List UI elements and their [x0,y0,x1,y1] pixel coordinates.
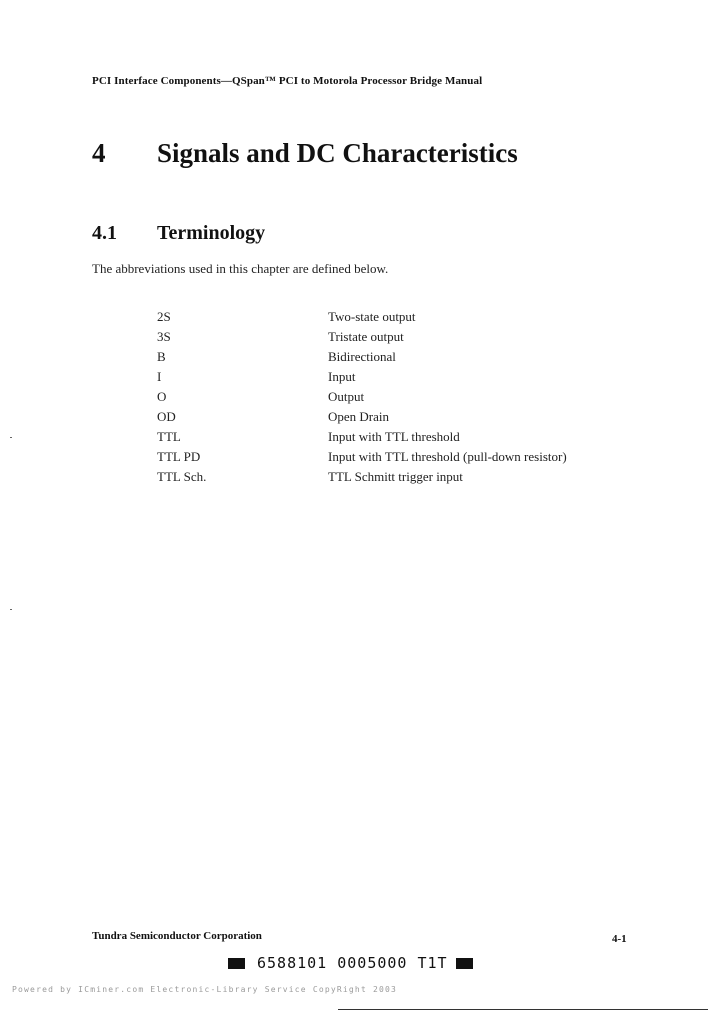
term-definition: Input with TTL threshold [328,429,460,444]
term-abbreviation: B [157,349,166,364]
running-header: PCI Interface Components—QSpan™ PCI to Motorola Processor Bridge Manual [92,75,483,87]
term-abbreviation: 2S [157,309,171,324]
section-title: Terminology [157,222,266,244]
term-abbreviation: 3S [157,329,171,344]
term-definition: Input with TTL threshold (pull-down resistor) [328,449,567,464]
print-code-line [228,954,473,972]
term-definition: Output [328,389,365,404]
term-abbreviation: TTL PD [157,449,201,464]
footer-page-number: 4-1 [612,933,627,945]
term-abbreviation: O [157,389,167,404]
term-definition: Tristate output [328,329,404,344]
term-definition: TTL Schmitt trigger input [328,469,463,484]
section-number: 4.1 [92,222,117,244]
black-block-mark [456,958,473,969]
scan-speck [10,609,12,610]
term-abbreviation: OD [157,409,176,424]
footer-company: Tundra Semiconductor Corporation [92,930,262,942]
term-definition: Two-state output [328,309,416,324]
print-code-text: 6588101 0005000 T1T [257,954,448,972]
chapter-title: Signals and DC Characteristics [157,138,518,168]
scan-speck [10,437,12,438]
bottom-rule [338,1009,708,1010]
intro-paragraph: The abbreviations used in this chapter are defined below. [92,261,389,276]
black-block-mark [228,958,245,969]
watermark-text: Powered by ICminer.com Electronic-Library Service CopyRight 2003 [12,985,398,994]
term-definition: Input [328,369,356,384]
term-definition: Open Drain [328,409,390,424]
term-abbreviation: TTL [157,429,181,444]
chapter-number: 4 [92,138,106,168]
term-abbreviation: TTL Sch. [157,469,207,484]
term-definition: Bidirectional [328,349,396,364]
term-abbreviation: I [157,369,162,384]
